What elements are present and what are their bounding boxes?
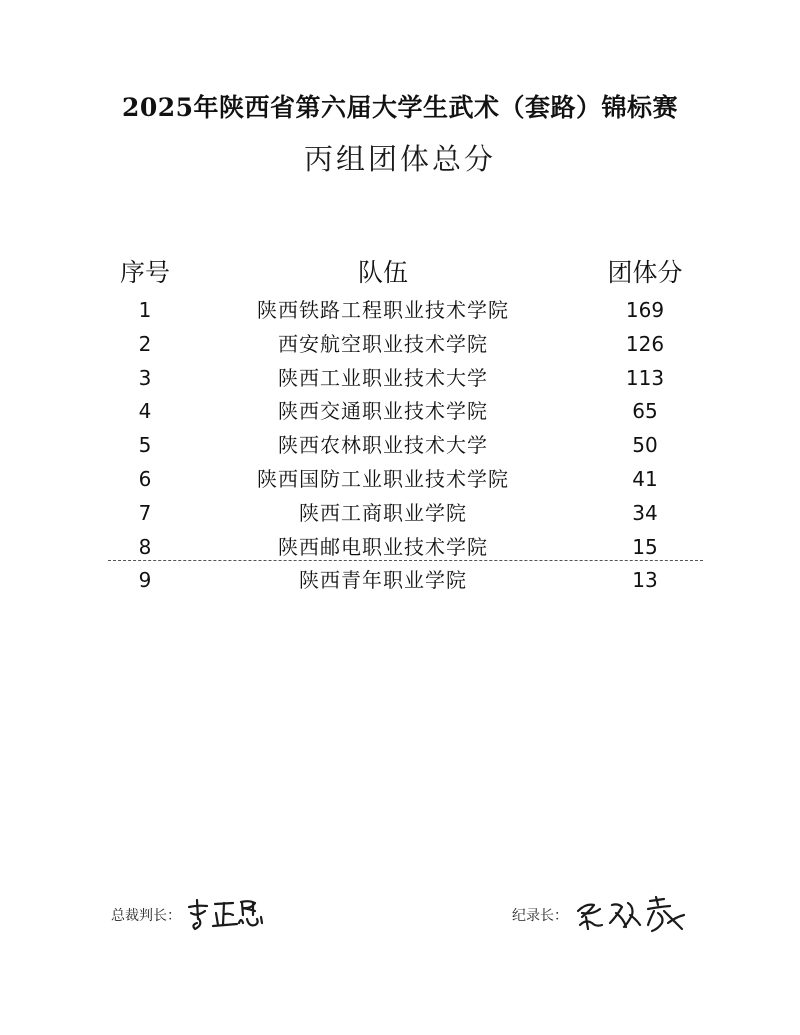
- header-team: 队伍: [357, 258, 408, 287]
- rank-cell: 7: [138, 500, 152, 525]
- chief-referee-signature-image: [185, 895, 265, 935]
- table-header-row: [108, 252, 703, 294]
- recorder-signature-image: [572, 893, 692, 937]
- team-cell: 陕西工业职业技术大学: [278, 365, 488, 390]
- rank-cell: 5: [138, 433, 152, 458]
- table-row: [108, 328, 703, 362]
- team-cell: 陕西铁路工程职业技术学院: [257, 298, 509, 322]
- score-cell: 50: [632, 433, 658, 458]
- score-cell: 65: [632, 399, 658, 424]
- table-row: [108, 362, 703, 396]
- team-cell: 陕西青年职业学院: [299, 568, 467, 593]
- rank-cell: 9: [138, 568, 152, 593]
- rank-cell: 1: [138, 298, 152, 322]
- score-cell: 41: [632, 466, 658, 491]
- dashed-divider: [108, 560, 703, 561]
- rank-cell: 3: [138, 365, 152, 390]
- chief-referee-label: 总裁判长：: [111, 908, 181, 924]
- score-cell: 15: [632, 534, 658, 559]
- table-row: [108, 463, 703, 497]
- page-title: 2025年陕西省第六届大学生武术（套路）锦标赛: [121, 93, 679, 122]
- recorder-label: 纪录长：: [512, 908, 568, 924]
- rank-cell: 4: [138, 399, 152, 424]
- header-score: 团体分: [607, 258, 683, 287]
- team-cell: 陕西农林职业技术大学: [278, 433, 488, 458]
- team-cell: 西安航空职业技术学院: [278, 331, 488, 356]
- score-cell: 169: [625, 298, 665, 322]
- team-cell: 陕西邮电职业技术学院: [278, 534, 488, 559]
- score-cell: 126: [625, 331, 665, 356]
- team-cell: 陕西工商职业学院: [299, 500, 467, 525]
- chief-referee-signature-block: [111, 893, 265, 937]
- page-subtitle: 丙组团体总分: [303, 142, 496, 176]
- score-cell: 34: [632, 500, 658, 525]
- rank-cell: 8: [138, 534, 152, 559]
- table-row: [108, 497, 703, 531]
- table-row: [108, 429, 703, 463]
- score-cell: 113: [625, 365, 665, 390]
- table-row: [108, 395, 703, 429]
- header-rank: 序号: [119, 258, 170, 287]
- recorder-signature-block: [512, 893, 692, 937]
- rank-cell: 6: [138, 466, 152, 491]
- results-table: [108, 252, 703, 598]
- team-cell: 陕西交通职业技术学院: [278, 399, 488, 424]
- score-cell: 13: [632, 568, 658, 593]
- rank-cell: 2: [138, 331, 152, 356]
- table-row: [108, 564, 703, 598]
- team-cell: 陕西国防工业职业技术学院: [257, 466, 509, 491]
- table-row: [108, 294, 703, 328]
